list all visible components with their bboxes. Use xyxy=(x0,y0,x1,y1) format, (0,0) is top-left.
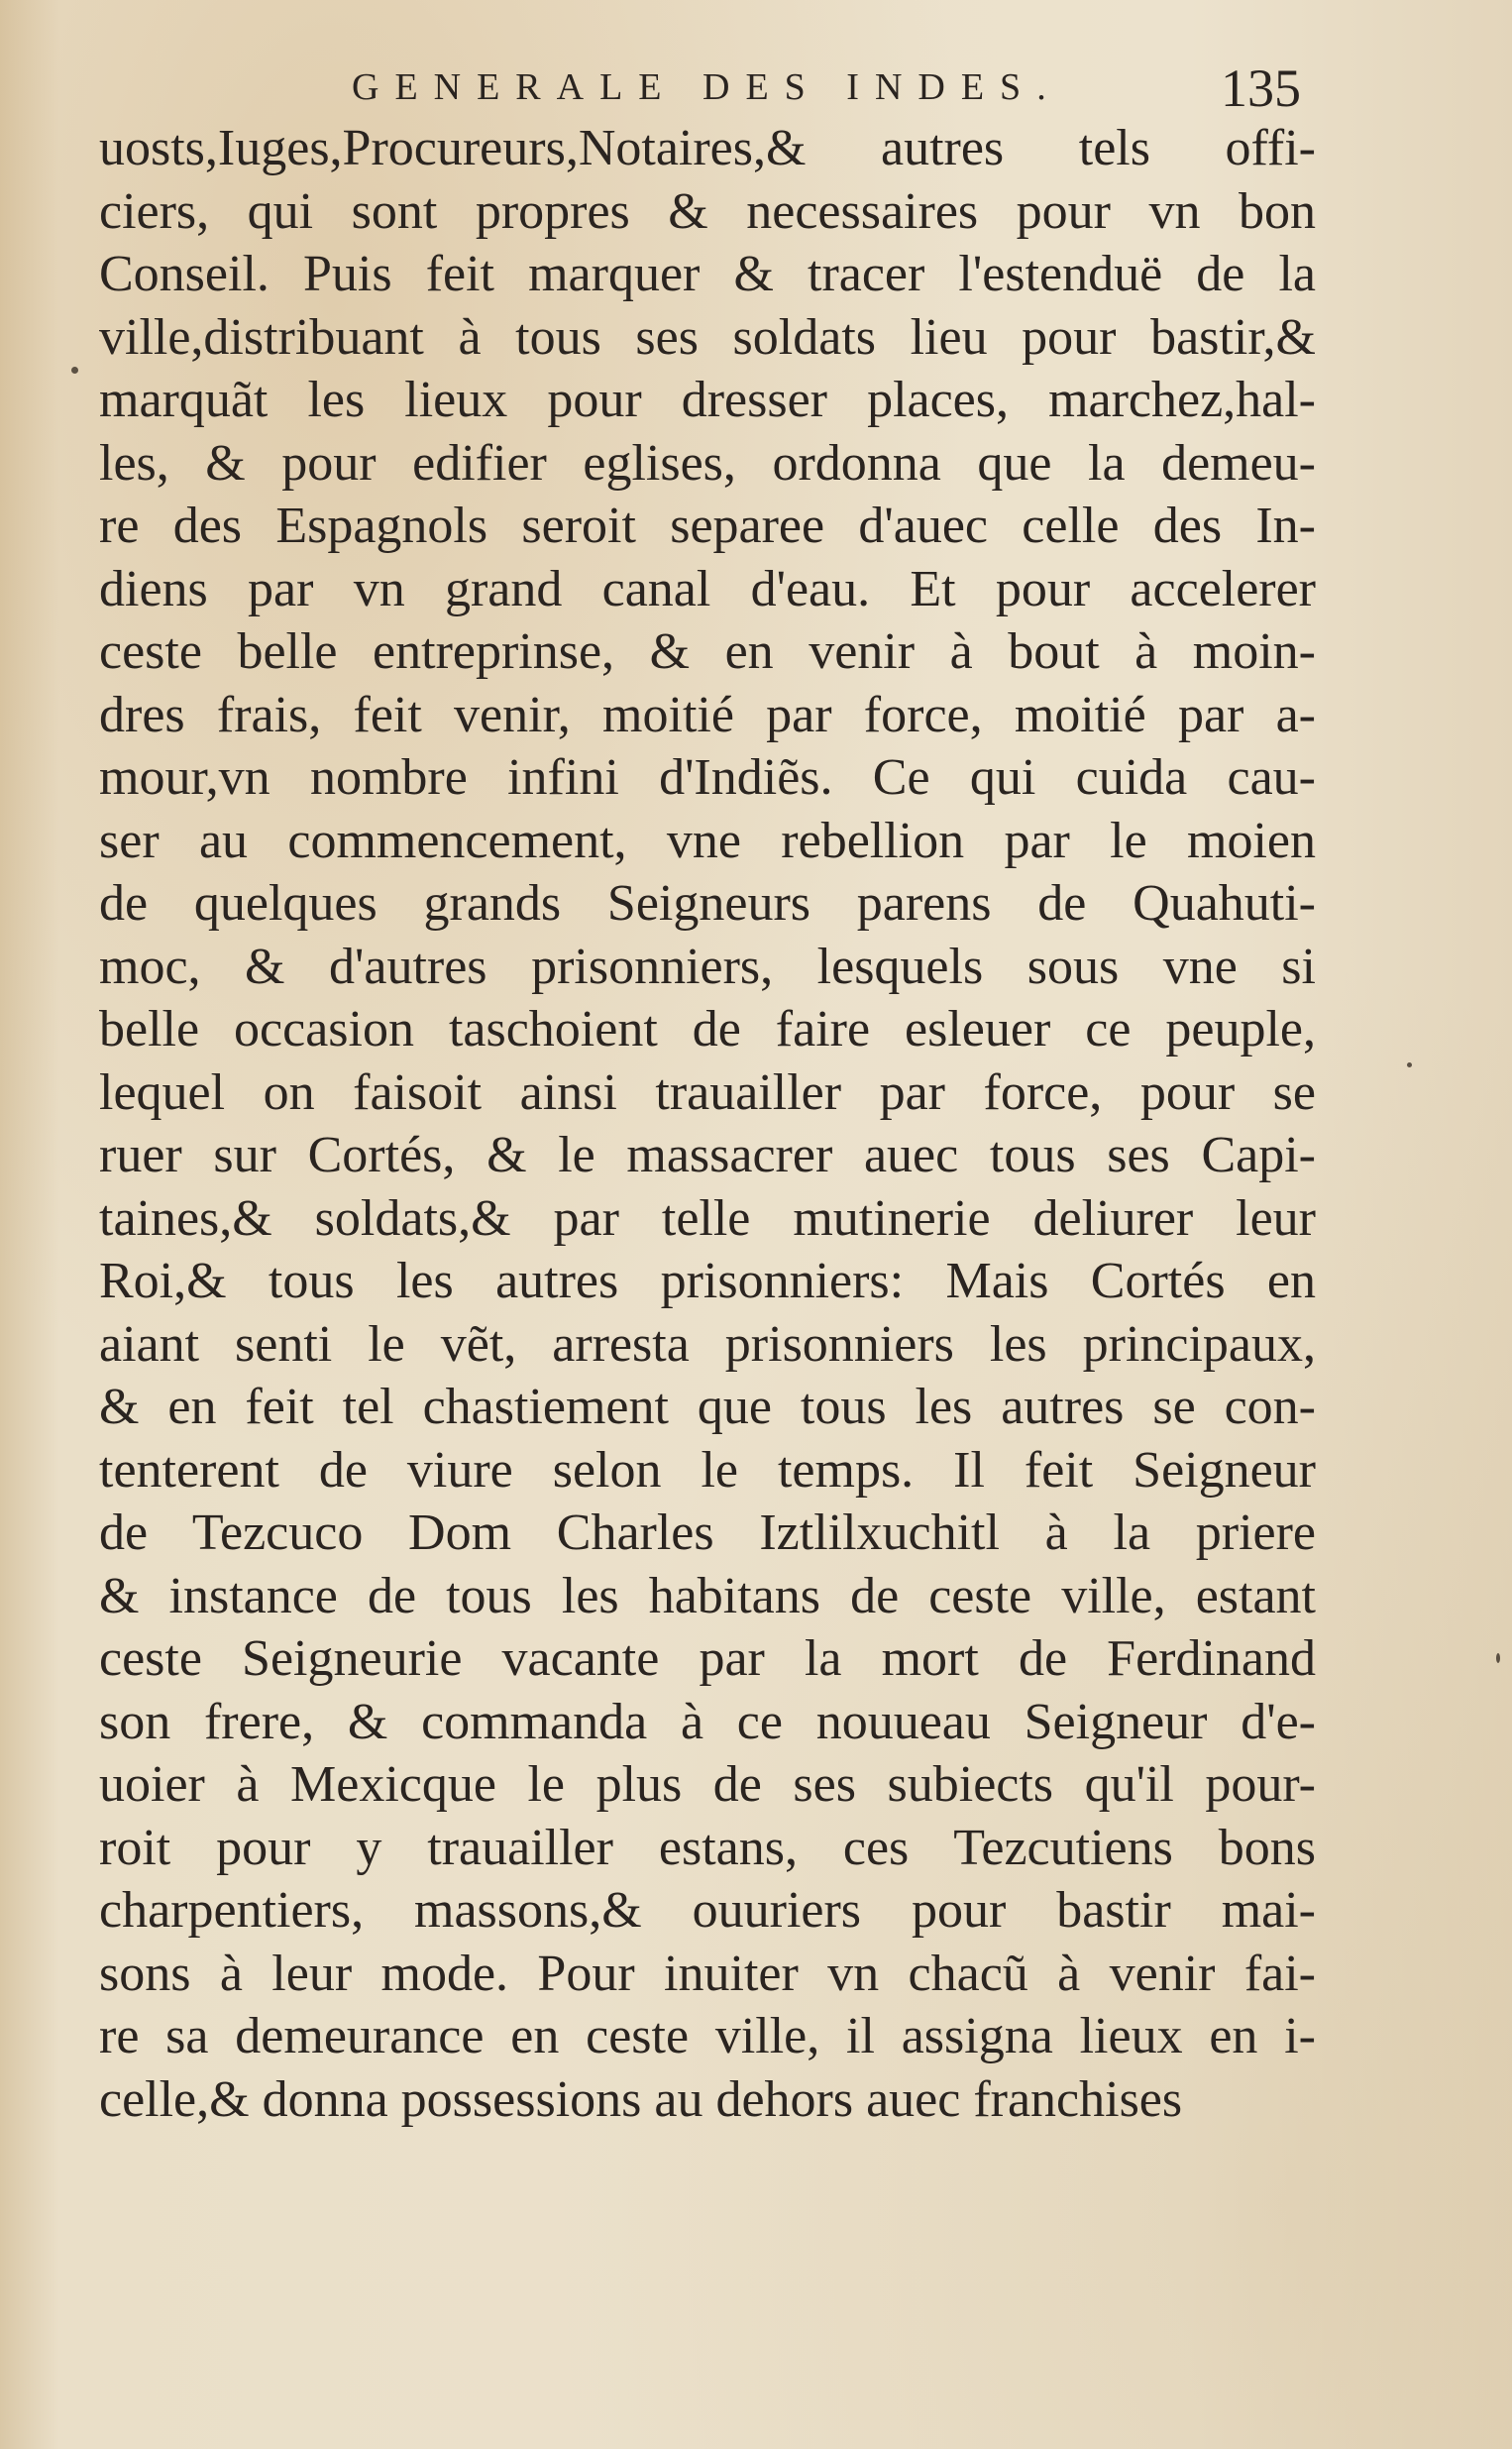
text-line: uoier à Mexicque le plus de ses subiects qu'il pour- xyxy=(99,1756,1316,1813)
text-line: roit pour y trauailler estans, ces Tezcutiens bons xyxy=(99,1819,1316,1876)
text-line: son frere, & commanda à ce nouueau Seigneur d'e- xyxy=(99,1693,1316,1750)
text-line: re des Espagnols seroit separee d'auec celle des In- xyxy=(99,498,1316,554)
text-line: moc, & d'autres prisonniers, lesquels sous vne si xyxy=(99,938,1316,995)
text-line: celle,& donna possessions au dehors auec franchises xyxy=(99,2070,1183,2128)
text-line: ville,distribuant à tous ses soldats lieu pour bastir,& xyxy=(99,308,1316,366)
text-line: & instance de tous les habitans de ceste ville, estant xyxy=(99,1567,1316,1624)
text-line: marquãt les lieux pour dresser places, marchez,hal- xyxy=(99,372,1316,428)
text-line: taines,& soldats,& par telle mutinerie deliurer leur xyxy=(99,1189,1316,1247)
ink-speck xyxy=(71,367,78,374)
text-line: Roi,& tous les autres prisonniers: Mais Cortés en xyxy=(99,1253,1316,1309)
text-line: mour,vn nombre infini d'Indiẽs. Ce qui cuida cau- xyxy=(99,749,1316,806)
text-line: aiant senti le vẽt, arresta prisonniers les principaux, xyxy=(99,1315,1316,1373)
page-number: 135 xyxy=(1221,58,1301,118)
running-head: GENERALE DES INDES. xyxy=(352,66,1062,108)
text-line: de quelques grands Seigneurs parens de Quahuti- xyxy=(99,875,1316,932)
text-line: ruer sur Cortés, & le massacrer auec tous ses Capi- xyxy=(99,1127,1316,1183)
text-line: re sa demeurance en ceste ville, il assigna lieux en i- xyxy=(99,2008,1316,2064)
text-line: charpentiers, massons,& ouuriers pour bastir mai- xyxy=(99,1882,1316,1939)
text-line: ceste Seigneurie vacante par la mort de Ferdinand xyxy=(99,1630,1316,1687)
text-line: diens par vn grand canal d'eau. Et pour accelerer xyxy=(99,560,1316,617)
ink-speck xyxy=(1496,1653,1500,1663)
text-line: uosts,Iuges,Procureurs,Notaires,& autres tels offi- xyxy=(99,120,1316,176)
text-line: dres frais, feit venir, moitié par force, moitié par a- xyxy=(99,686,1316,743)
text-line: tenterent de viure selon le temps. Il feit Seigneur xyxy=(99,1441,1316,1499)
body-text xyxy=(99,117,1316,2131)
text-line: & en feit tel chastiement que tous les autres se con- xyxy=(99,1379,1316,1435)
text-line: ceste belle entreprinse, & en venir à bout à moin- xyxy=(99,623,1316,680)
text-line: les, & pour edifier eglises, ordonna que la demeu- xyxy=(99,434,1316,492)
text-line: ciers, qui sont propres & necessaires pour vn bon xyxy=(99,182,1316,240)
ink-speck xyxy=(1407,1062,1412,1067)
text-line: lequel on faisoit ainsi trauailler par force, pour se xyxy=(99,1063,1316,1121)
text-line: sons à leur mode. Pour inuiter vn chacũ à venir fai- xyxy=(99,1945,1316,2002)
text-line: ser au commencement, vne rebellion par le moien xyxy=(99,812,1316,869)
text-line: de Tezcuco Dom Charles Iztlilxuchitl à la priere xyxy=(99,1504,1316,1561)
text-line: Conseil. Puis feit marquer & tracer l'estenduë de la xyxy=(99,246,1316,302)
text-line: belle occasion taschoient de faire esleuer ce peuple, xyxy=(99,1001,1316,1058)
